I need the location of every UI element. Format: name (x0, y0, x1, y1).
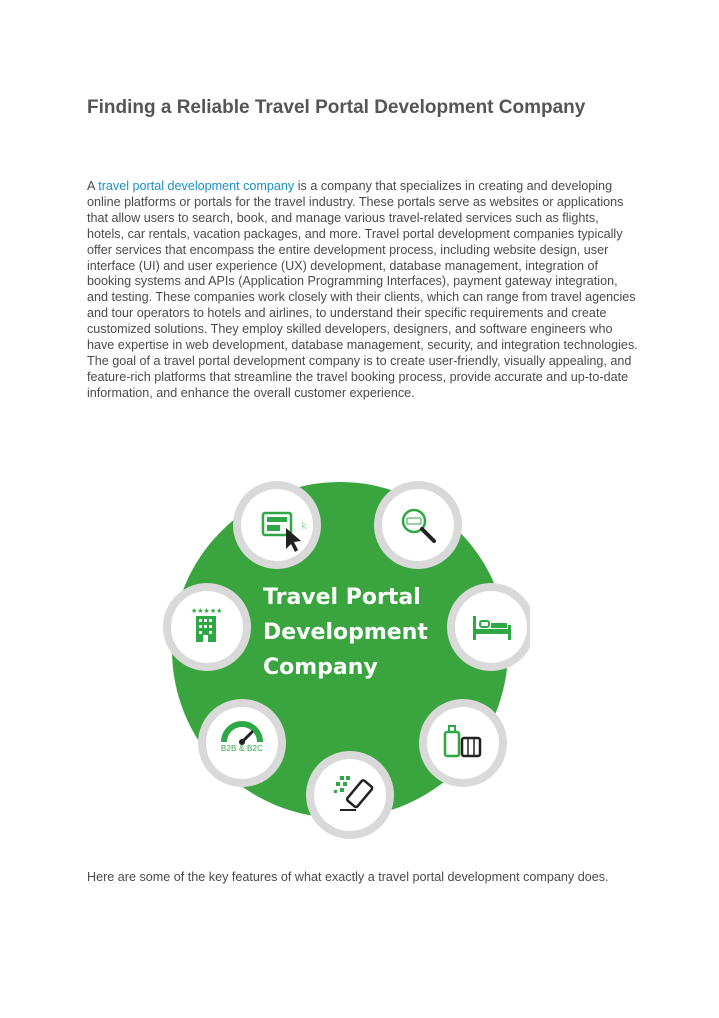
svg-text:k: k (301, 521, 307, 532)
infographic-title-line-1: Travel Portal (263, 585, 421, 610)
intro-body: is a company that specializes in creating and developing online platforms or portals for the travel industry. These portals serve as websites or applications that allow users to search, book, and manage various travel-related services such as flights, hotels, car rentals, vacation packages, and more. Travel portal development companies typically offer services that encompass the entire development process, including website design, user interface (UI) and user experience (UX) development, database management, integration of booking systems and APIs (Application Programming Interfaces), payment gateway integration, and testing. These companies work closely with their clients, which can range from travel agencies and tour operators to hotels and airlines, to understand their specific requirements and create customized solutions. They employ skilled developers, designers, and software engineers who have expertise in web development, database management, security, and integration technologies. The goal of a travel portal development company is to create user-friendly, visually appealing, and feature-rich platforms that streamline the travel booking process, provide accurate and up-to-date information, and enhance the overall customer experience. (87, 179, 638, 400)
booking-click-icon (233, 481, 321, 569)
search-magnifier-icon (374, 481, 462, 569)
b2b-b2c-label: B2B & B2C (220, 744, 264, 753)
footer-paragraph: Here are some of the key features of what exactly a travel portal development company does. (87, 870, 609, 884)
infographic-title-line-2: Development (263, 620, 428, 645)
travel-portal-link[interactable]: travel portal development company (98, 179, 295, 193)
hotel-building-icon (163, 583, 251, 671)
mobile-payment-icon (306, 751, 394, 839)
intro-prefix: A (87, 179, 99, 193)
infographic-title-line-3: Company (263, 655, 378, 680)
travel-portal-infographic (150, 470, 530, 850)
intro-paragraph (87, 179, 639, 402)
svg-text:★★★★★: ★★★★★ (191, 607, 223, 615)
infographic-title (263, 580, 443, 685)
luggage-icon (419, 699, 507, 787)
speedometer-icon (198, 699, 286, 787)
page-title: Finding a Reliable Travel Portal Development Company (87, 97, 586, 118)
